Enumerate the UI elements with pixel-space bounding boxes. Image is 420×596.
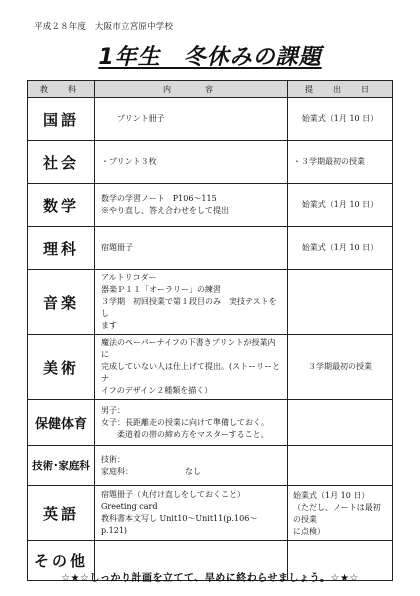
content-cell bbox=[95, 335, 288, 400]
due-cell bbox=[288, 400, 393, 446]
table-row bbox=[28, 446, 393, 486]
due-cell bbox=[288, 486, 393, 541]
subject-english: 英語 bbox=[28, 486, 95, 541]
content-line: 完成していない人は仕上げて提出。(ストーリーとナ bbox=[101, 362, 281, 383]
table-row bbox=[28, 227, 393, 270]
due-cell bbox=[288, 184, 393, 227]
table-row bbox=[28, 486, 393, 541]
content-line: アルトリコダー bbox=[101, 273, 157, 282]
due-cell bbox=[288, 98, 393, 141]
subject-science: 理科 bbox=[28, 227, 95, 270]
due-cell bbox=[288, 141, 393, 184]
assignment-table bbox=[27, 80, 393, 581]
content-cell bbox=[95, 227, 288, 270]
content-line: ※やり直し、答え合わせをして提出 bbox=[101, 206, 229, 215]
content-value: なし bbox=[185, 466, 201, 476]
content-cell bbox=[95, 141, 288, 184]
subject-tech-home: 技術･家庭科 bbox=[28, 446, 95, 486]
content-cell bbox=[95, 184, 288, 227]
subject-pe: 保健体育 bbox=[28, 400, 95, 446]
page-title: 1年生 冬休みの課題 bbox=[98, 45, 322, 70]
content-label: 家庭科： bbox=[101, 466, 133, 476]
table-row bbox=[28, 270, 393, 335]
due-line: 始業式（1月 10 日） bbox=[301, 200, 379, 209]
content-line: 魔法のペーパーナイフの下書きプリントが授業内に bbox=[101, 338, 276, 359]
subject-math: 数学 bbox=[28, 184, 95, 227]
subject-other: その他 bbox=[28, 541, 95, 581]
content-line bbox=[101, 466, 281, 478]
table-row bbox=[28, 141, 393, 184]
due-line: 始業式（1月 10 日） bbox=[301, 114, 379, 123]
content-cell bbox=[95, 446, 288, 486]
table-header-row bbox=[28, 81, 393, 98]
due-line: 始業式（1月 10 日） bbox=[293, 491, 370, 500]
due-cell bbox=[288, 227, 393, 270]
footer-message: ☆★☆しっかり計画を立てて、早めに終わらせましょう。☆★☆ bbox=[61, 573, 359, 584]
content-line: ３学期 初回授業で第１段目のみ 実技テストをし bbox=[101, 297, 277, 318]
header-content: 内 容 bbox=[95, 81, 288, 98]
due-line: に点検） bbox=[293, 527, 325, 536]
content-cell bbox=[95, 98, 288, 141]
content-cell bbox=[95, 270, 288, 335]
content-line: 宿題冊子 bbox=[101, 243, 133, 252]
due-line: 始業式（1月 10 日） bbox=[301, 243, 379, 252]
content-line: 教科書本文写し Unit10～Unit11(p.106～p.121) bbox=[101, 514, 258, 535]
content-line: 男子： bbox=[101, 405, 125, 415]
due-cell bbox=[288, 446, 393, 486]
subject-music: 音楽 bbox=[28, 270, 95, 335]
table-row bbox=[28, 400, 393, 446]
due-line: ・３学期最初の授業 bbox=[293, 157, 365, 166]
header-due: 提 出 日 bbox=[288, 81, 393, 98]
content-line: 柔道着の帯の締め方をマスターすること。 bbox=[117, 429, 269, 439]
school-name: 平成２８年度 大阪市立宮原中学校 bbox=[34, 22, 174, 32]
subject-japanese: 国語 bbox=[28, 98, 95, 141]
content-line: 女子：長距離走の授業に向けて準備しておく。 bbox=[101, 417, 269, 427]
content-line: Greeting card bbox=[101, 502, 158, 511]
content-line: 技術： bbox=[101, 454, 125, 464]
table-row bbox=[28, 335, 393, 400]
content-line: ます bbox=[101, 321, 117, 330]
header-subject: 教 科 bbox=[28, 81, 95, 98]
content-cell bbox=[95, 486, 288, 541]
content-line: 器楽Ｐ１１「オーラリー」の練習 bbox=[101, 285, 221, 294]
content-cell bbox=[95, 400, 288, 446]
table-row bbox=[28, 184, 393, 227]
content-line: イフのデザイン２種類を描く） bbox=[101, 386, 213, 395]
subject-art: 美術 bbox=[28, 335, 95, 400]
due-line: （ただし、ノートは最初の授業 bbox=[293, 503, 381, 524]
content-line: ・プリント３枚 bbox=[101, 157, 157, 166]
due-cell bbox=[288, 270, 393, 335]
due-cell bbox=[288, 335, 393, 400]
content-line: 宿題冊子（丸付け直しをしておくこと） bbox=[101, 490, 245, 499]
subject-social: 社会 bbox=[28, 141, 95, 184]
table-row bbox=[28, 98, 393, 141]
content-line: 数学の学習ノート P106～115 bbox=[101, 194, 217, 203]
due-line: ３学期最初の授業 bbox=[308, 362, 372, 371]
content-line: プリント冊子 bbox=[117, 114, 165, 123]
